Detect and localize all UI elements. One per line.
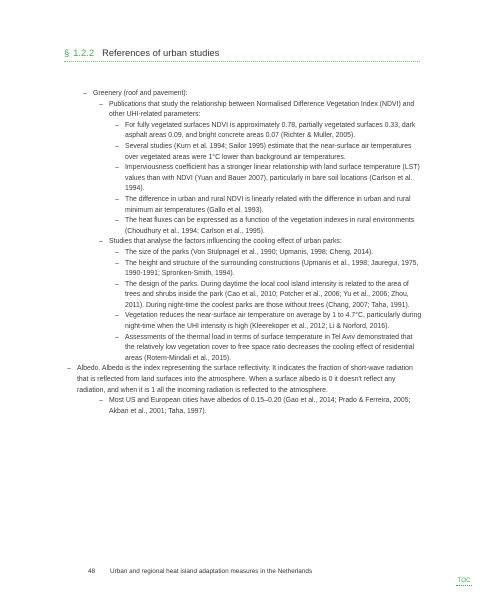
list-item-text: The heat fluxes can be expressed as a function of the vegetation indexes in rural environments (Choudhury et al., 1994; Carlson et al., 1995). xyxy=(125,217,415,235)
list-dash: – xyxy=(115,142,119,150)
list-item-text: Vegetation reduces the near-surface air temperature on average by 1 to 4.7°C, particularly during night-time when the UHI intensity is high (Kleerekoper et al., 2012; Li & Norford, 2016). xyxy=(125,312,422,331)
list-item xyxy=(115,195,423,216)
list-item xyxy=(83,89,423,100)
list-dash: – xyxy=(83,90,87,97)
list-item xyxy=(115,121,423,142)
list-item xyxy=(115,280,423,312)
list-item xyxy=(115,259,423,280)
list-item-text: Imperviousness coefficient has a stronger linear relationship with land surface temperature (LST) values than with NDVI (Yuan and Bauer 2007), particularly in bare soil locations (Carlson et al. 1994). xyxy=(125,164,420,193)
list-item xyxy=(115,333,423,365)
list-item xyxy=(67,364,423,396)
section-heading xyxy=(64,47,420,58)
list-item xyxy=(115,163,423,195)
list-item-text: The difference in urban and rural NDVI is linearly related with the difference in urban and rural minimum air temperatures (Gallo et al. 1993). xyxy=(125,195,411,214)
page-number: 48 xyxy=(88,568,96,575)
list-item-text: Assessments of the thermal load in terms of surface temperature in Tel Aviv demonstrated that the relatively low vegetation cover to free space ratio decreases the cooling effect of residential areas (Rotem-Mindali et al., 2015). xyxy=(125,333,415,362)
toc-dots xyxy=(456,585,472,586)
list-item-text: Greenery (roof and pavement): xyxy=(93,90,188,97)
list-item xyxy=(99,396,423,417)
document-body xyxy=(67,89,423,417)
list-item-text: Albedo. Albedo is the index representing the surface reflectivity. It indicates the fraction of short-wave radiation that is reflected from land surfaces into the atmosphere. When a surface albedo is 0 it doesn't reflect any radiation, and when it is 1 all the incoming radiation is reflected to the atmosphere. xyxy=(77,365,413,394)
list-item-text: The design of the parks. During daytime the local cool island intensity is related to the area of trees and shrubs inside the park (Cao et al., 2010; Potcher et al., 2006; Yu et al., 2006; Zhou, 2011). During night-time the coolest parks are those without trees (Chang, 2007; Taha, 1991). xyxy=(125,280,410,309)
list-dash: – xyxy=(99,100,103,108)
list-dash: – xyxy=(115,195,119,203)
list-item xyxy=(115,311,423,332)
list-dash: – xyxy=(115,217,119,225)
page-footer xyxy=(88,568,312,575)
list-item xyxy=(99,237,423,248)
list-dash: – xyxy=(115,164,119,172)
list-dash: – xyxy=(115,248,119,256)
footer-title: Urban and regional heat island adaptation measures in the Netherlands xyxy=(110,568,313,575)
list-dash: – xyxy=(99,397,103,405)
list-item xyxy=(115,248,423,259)
list-dash: – xyxy=(115,259,119,267)
section-number: 1.2.2 xyxy=(73,47,95,58)
list-dash: – xyxy=(115,280,119,288)
list-item xyxy=(99,100,423,121)
section-symbol: § xyxy=(64,47,70,58)
list-dash: – xyxy=(115,121,119,129)
list-dash: – xyxy=(99,238,103,246)
list-item xyxy=(115,216,423,237)
list-dash: – xyxy=(115,333,119,341)
list-item xyxy=(115,142,423,163)
list-dash: – xyxy=(67,365,71,373)
list-item-text: The height and structure of the surrounding constructions (Upmanis et al., 1998; Jauregui, 1975, 1990-1991; Spronken-Smith, 1994). xyxy=(125,259,419,278)
section-title: References of urban studies xyxy=(102,47,220,58)
heading-divider xyxy=(64,61,420,62)
list-item-text: The size of the parks (Von Stulpnagel et al., 1990; Upmanis, 1998; Cheng, 2014). xyxy=(125,248,374,256)
list-item-text: Several studies (Kurn et al. 1994; Sailor 1995) estimate that the near-surface air temperatures over vegetated areas were 1°C lower than background air temperatures. xyxy=(125,142,412,161)
list-item-text: For fully vegetated surfaces NDVI is approximately 0.78, partially vegetated surfaces 0.33, dark asphalt areas 0.09, and bright concrete areas 0.07 (Richter & Muller, 2005). xyxy=(125,121,416,140)
toc-link[interactable] xyxy=(456,578,472,586)
list-dash: – xyxy=(115,312,119,320)
list-item-text: Studies that analyse the factors influencing the cooling effect of urban parks: xyxy=(109,238,342,246)
toc-label: TOC xyxy=(457,578,471,584)
list-item-text: Publications that study the relationship between Normalised Difference Vegetation Index (NDVI) and other UHI-related parameters: xyxy=(109,100,415,119)
list-item-text: Most US and European cities have albedos of 0.15–0.20 (Gao et al., 2014; Prado & Ferreira, 2005; Akbari et al., 2001; Taha, 1997). xyxy=(109,397,411,415)
